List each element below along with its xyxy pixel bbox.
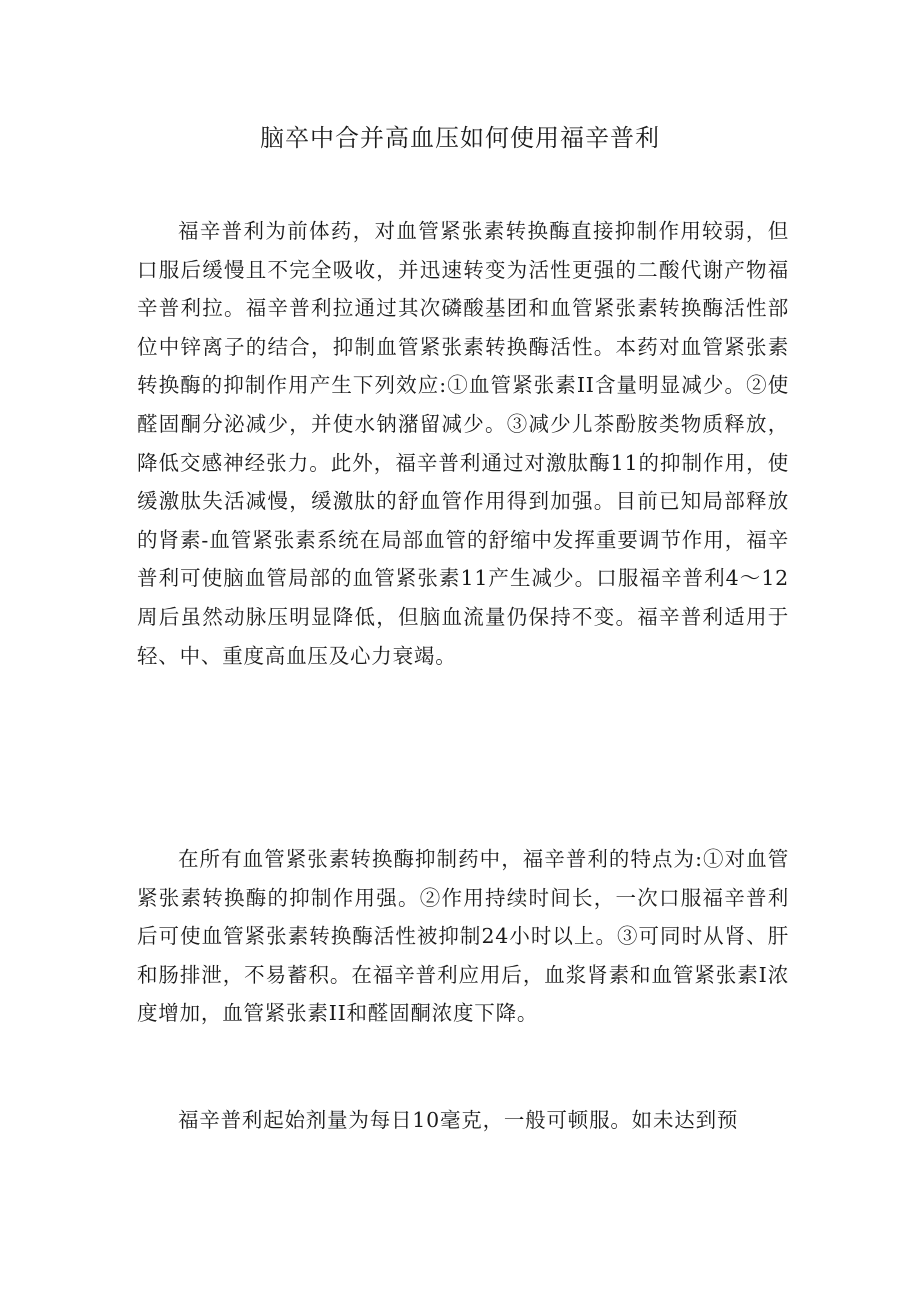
paragraph-dosage: 福辛普利起始剂量为每日10毫克，一般可顿服。如未达到预 (178, 1108, 739, 1132)
document-title: 脑卒中合并高血压如何使用福辛普利 (260, 124, 660, 152)
paragraph-characteristics: 在所有血管紧张素转换酶抑制药中，福辛普利的特点为:①对血管紧张素转换酶的抑制作用强。②作用持续时间长，一次口服福辛普利后可使血管紧张素转换酶活性被抑制24小时以上。③可同时从肾、肝和肠排泄，不易蓄积。在福辛普利应用后，血浆肾素和血管紧张素I浓度增加，血管紧张素II和醛固酮浓度下降。 (137, 847, 789, 1026)
paragraph-mechanism: 福辛普利为前体药，对血管紧张素转换酶直接抑制作用较弱，但口服后缓慢且不完全吸收，并迅速转变为活性更强的二酸代谢产物福辛普利拉。福辛普利拉通过其次磷酸基团和血管紧张素转换酶活性部位中锌离子的结合，抑制血管紧张素转换酶活性。本药对血管紧张素转换酶的抑制作用产生下列效应:①血管紧张素II含量明显减少。②使醛固酮分泌减少，并使水钠潴留减少。③减少儿茶酚胺类物质释放，降低交感神经张力。此外，福辛普利通过对激肽酶11的抑制作用，使缓激肽失活减慢，缓激肽的舒血管作用得到加强。目前已知局部释放的肾素-血管紧张素系统在局部血管的舒缩中发挥重要调节作用，福辛普利可使脑血管局部的血管紧张素11产生减少。口服福辛普利4～12周后虽然动脉压明显降低，但脑血流量仍保持不变。福辛普利适用于轻、中、重度高血压及心力衰竭。 (137, 219, 789, 668)
